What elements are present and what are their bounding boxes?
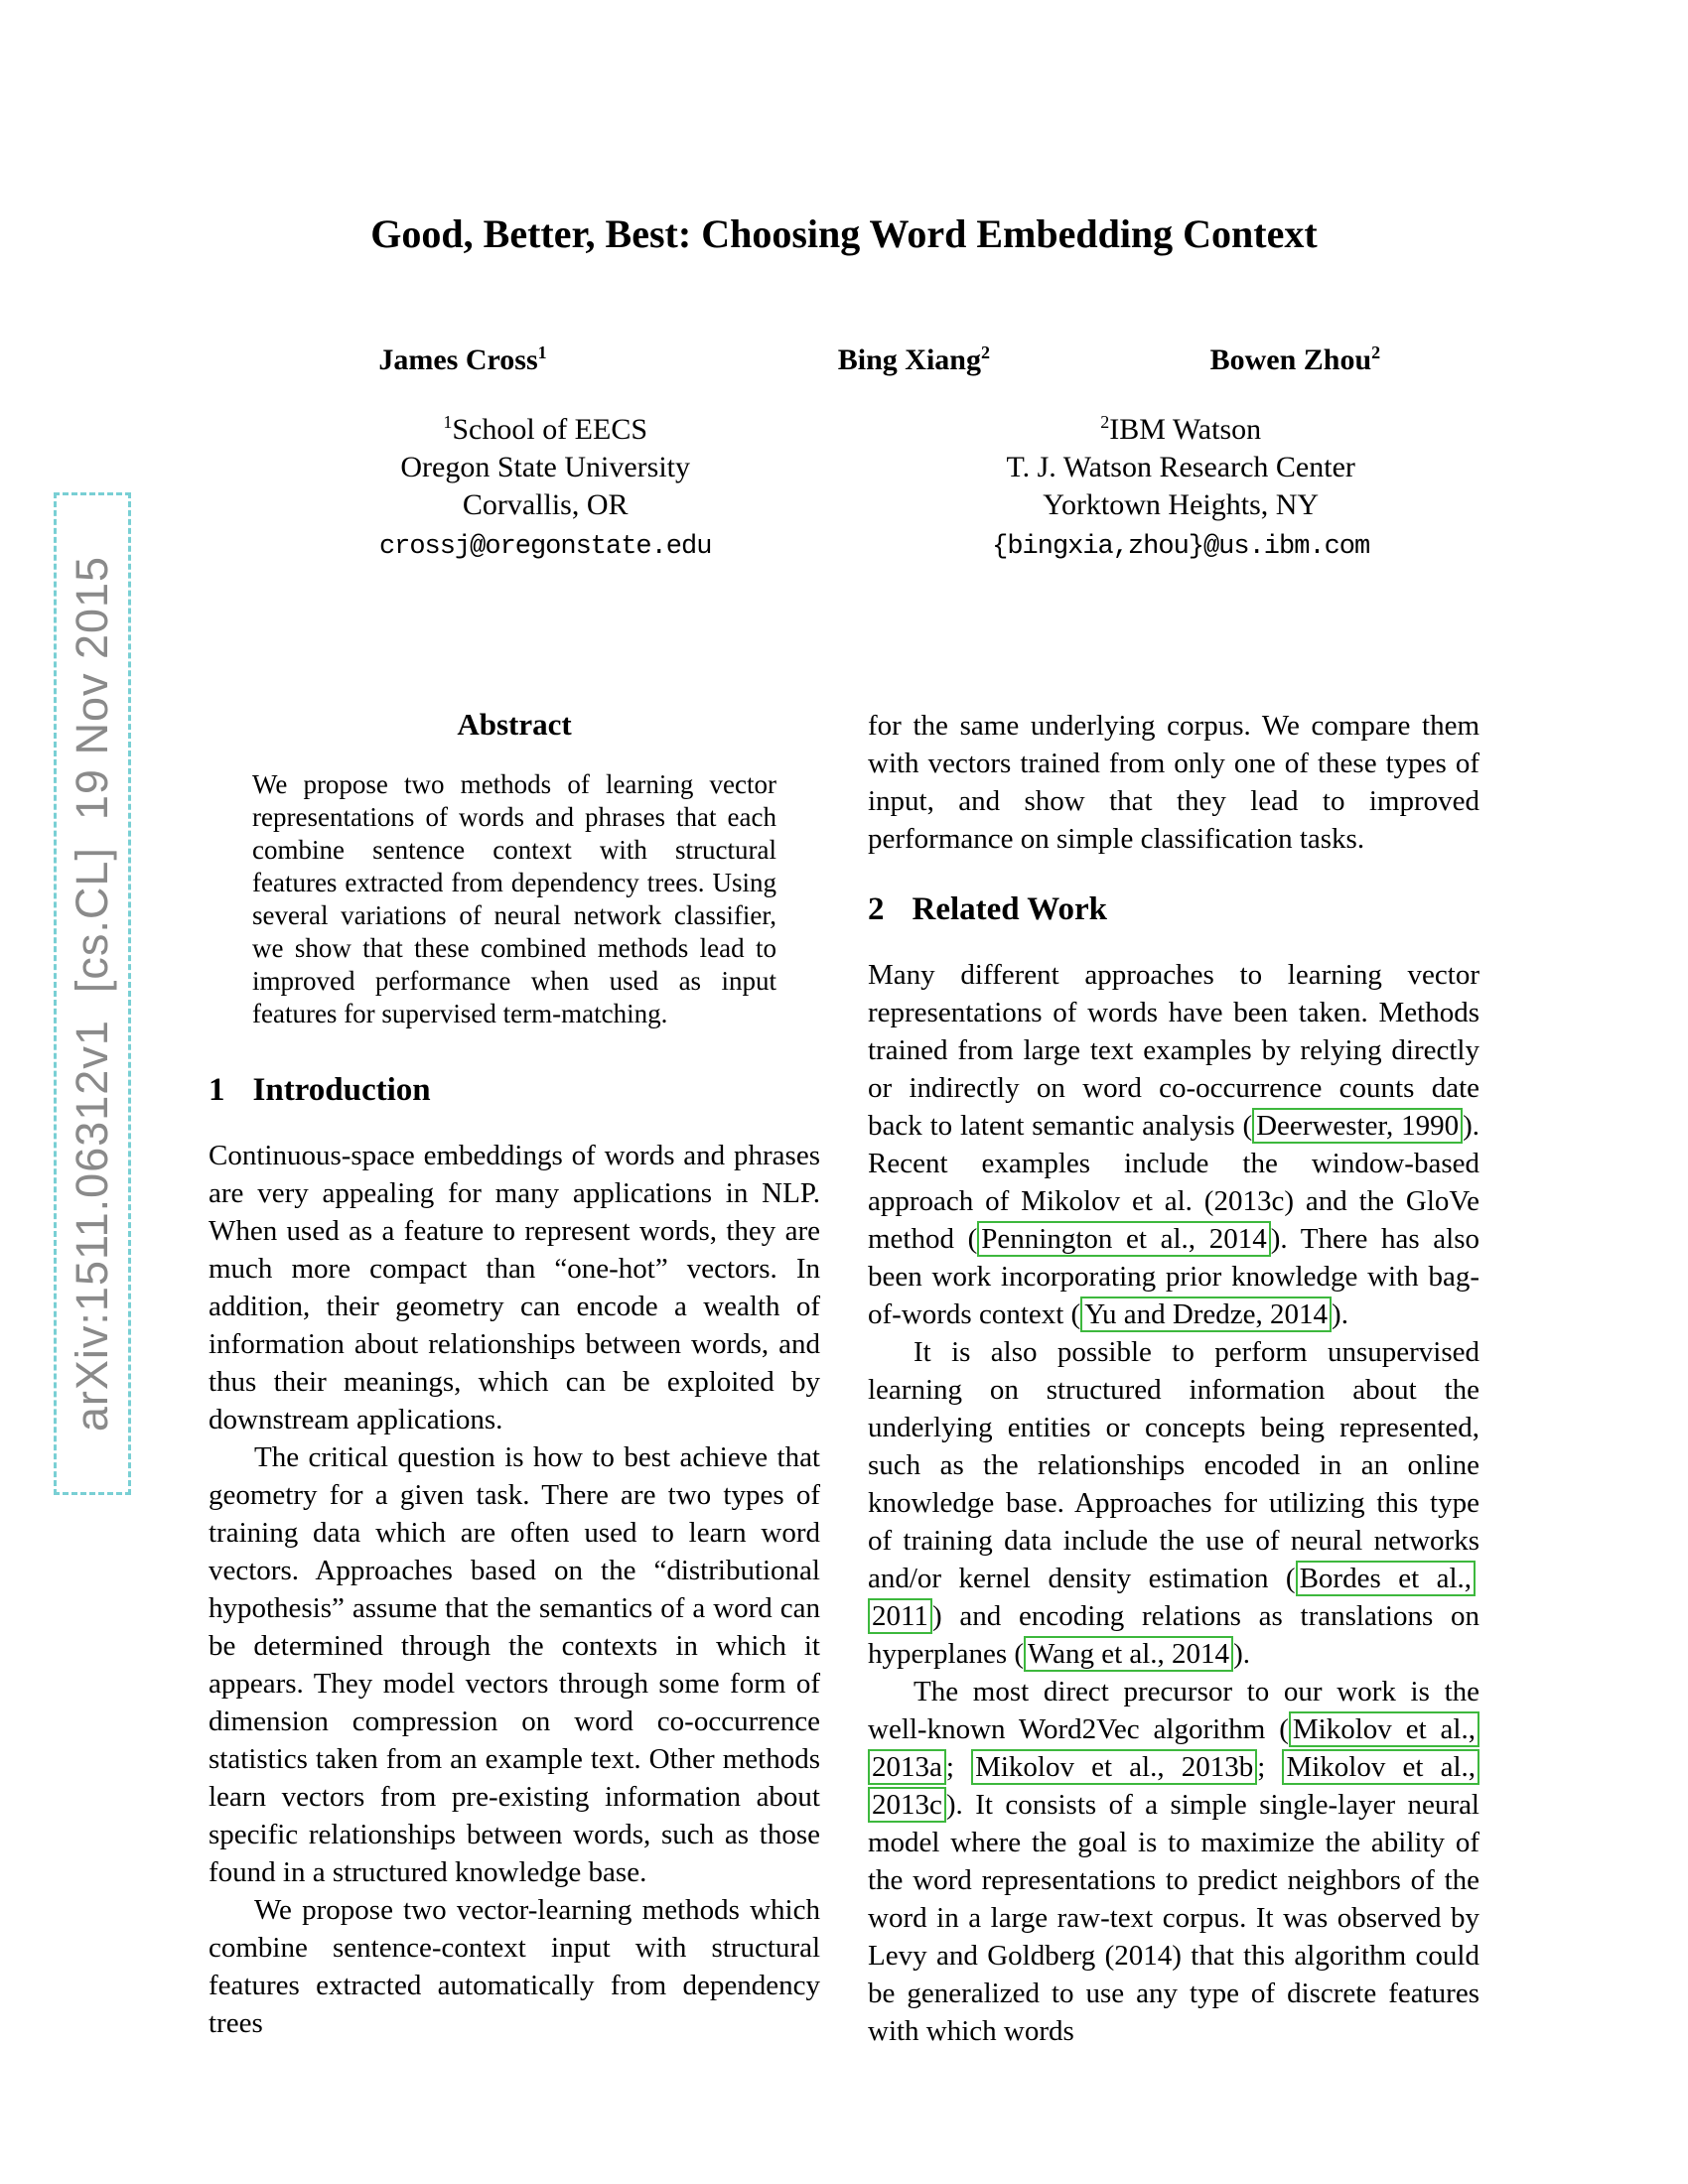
affil-1-dept: School of EECS: [452, 413, 648, 446]
left-column: [209, 707, 820, 2050]
section-heading-related-work: [868, 891, 1479, 928]
author-2-affil-mark: 2: [981, 342, 990, 362]
affiliation-line: [882, 403, 1479, 449]
citation-link[interactable]: Yu and Dredze, 2014: [1080, 1297, 1332, 1332]
paragraph: Many different approaches to learning vector representations of words have been taken. Methods trained from large text examples by relying directly or indirectly on word co-occurrence counts date back to latent semantic analysis ( Deerwester, 1990 ). Recent examples include the window-based approach of Mikolov et al. (2013c) and the GloVe method ( Pennington et al., 2014 ). There has also been work incorporating prior knowledge with bag-of-words context ( Yu and Dredze, 2014 ).: [868, 959, 1479, 1330]
section-number: 2: [868, 891, 885, 927]
affiliation-line: Yorktown Heights, NY: [1043, 488, 1320, 521]
citation-link[interactable]: Bordes et al., 2011: [868, 1561, 1476, 1634]
citation-link[interactable]: Pennington et al., 2014: [977, 1221, 1270, 1257]
citation-link[interactable]: Mikolov et al., 2013c: [868, 1749, 1479, 1823]
affiliation-row: [209, 403, 1479, 566]
affiliation-line: Oregon State University: [400, 451, 690, 483]
author-name-3: [1111, 342, 1479, 377]
citation-link[interactable]: Deerwester, 1990: [1252, 1108, 1463, 1144]
citation-link[interactable]: Mikolov et al., 2013b: [971, 1749, 1257, 1785]
affiliation-line: T. J. Watson Research Center: [1006, 451, 1355, 483]
affiliation-line: [209, 403, 882, 449]
section-number: 1: [209, 1072, 225, 1108]
email-address: crossj@oregonstate.edu: [378, 532, 712, 562]
paragraph: The critical question is how to best achieve that geometry for a given task. There are two types of training data which are often used to learn word vectors. Approaches based on the “distributional hypothesis” assume that the semantics of a word can be determined through the contexts in which it appears. They model vectors through some form of dimension compression on word co-occurrence statistics taken from an example text. Other methods learn vectors from pre-existing information about specific relationships between words, such as those found in a structured knowledge base.: [209, 1441, 820, 1888]
author-name-1: [209, 342, 717, 377]
author-row: [209, 342, 1479, 377]
section-title: Related Work: [912, 891, 1107, 927]
affiliation-ibm-watson: [882, 403, 1479, 566]
section-title: Introduction: [252, 1072, 431, 1108]
arxiv-watermark: [54, 492, 131, 1495]
two-column-body: [209, 707, 1479, 2050]
paragraph: Continuous-space embeddings of words and phrases are very appealing for many applications in NLP. When used as a feature to represent words, they are much more compact than “one-hot” vectors. In addition, their geometry can encode a wealth of information about relationships between words, and thus their meanings, which can be exploited by downstream applications.: [209, 1140, 820, 1435]
affiliation-oregon-state: [209, 403, 882, 566]
affil-2-dept: IBM Watson: [1109, 413, 1262, 446]
abstract-heading: Abstract: [457, 707, 572, 742]
author-name-2: [717, 342, 1111, 377]
paragraph: The most direct precursor to our work is the well-known Word2Vec algorithm ( Mikolov et al., 2013a ; Mikolov et al., 2013b ; Mikolov et al., 2013c ). It consists of a simple single-layer neural model where the goal is to maximize the ability of the word representations to predict neighbors of the word in a large raw-text corpus. It was observed by Levy and Goldberg (2014) that this algorithm could be generalized to use any type of discrete features with which words: [868, 1676, 1479, 2047]
affil-2-mark: 2: [1100, 412, 1110, 432]
paragraph: We propose two vector-learning methods which combine sentence-context input with structural features extracted automatically from dependency trees: [209, 1894, 820, 2039]
author-3-affil-mark: 2: [1371, 342, 1381, 362]
right-column: [868, 707, 1479, 2050]
abstract-text: We propose two methods of learning vector representations of words and phrases that each combine sentence context with structural features extracted from dependency trees. Using several variations of neural network classifier, we show that these combined methods lead to improved performance when used as input features for supervised term-matching.: [252, 769, 776, 1028]
citation-link[interactable]: Wang et al., 2014: [1024, 1636, 1233, 1672]
citation-link[interactable]: Mikolov et al., 2013a: [868, 1711, 1479, 1785]
paragraph: for the same underlying corpus. We compare them with vectors trained from only one of these types of input, and show that they lead to improved performance on simple classification tasks.: [868, 710, 1479, 855]
author-2-text: Bing Xiang: [837, 343, 981, 376]
paragraph: It is also possible to perform unsupervised learning on structured information about the underlying entities or concepts being represented, such as the relationships encoded in an online knowledge base. Approaches for utilizing this type of training data include the use of neural networks and/or kernel density estimation ( Bordes et al., 2011 ) and encoding relations as translations on hyperplanes ( Wang et al., 2014 ).: [868, 1336, 1479, 1670]
author-1-text: James Cross: [378, 343, 538, 376]
section-heading-introduction: [209, 1072, 820, 1109]
paper-header: [0, 0, 1688, 566]
author-3-text: Bowen Zhou: [1209, 343, 1372, 376]
arxiv-id-text: arXiv:1511.06312v1 [cs.CL] 19 Nov 2015: [67, 555, 117, 1433]
affil-1-mark: 1: [443, 412, 453, 432]
email-address: {bingxia,zhou}@us.ibm.com: [992, 532, 1370, 562]
affiliation-line: Corvallis, OR: [462, 488, 629, 521]
author-1-affil-mark: 1: [537, 342, 547, 362]
paper-title: Good, Better, Best: Choosing Word Embedding Context: [370, 211, 1318, 256]
